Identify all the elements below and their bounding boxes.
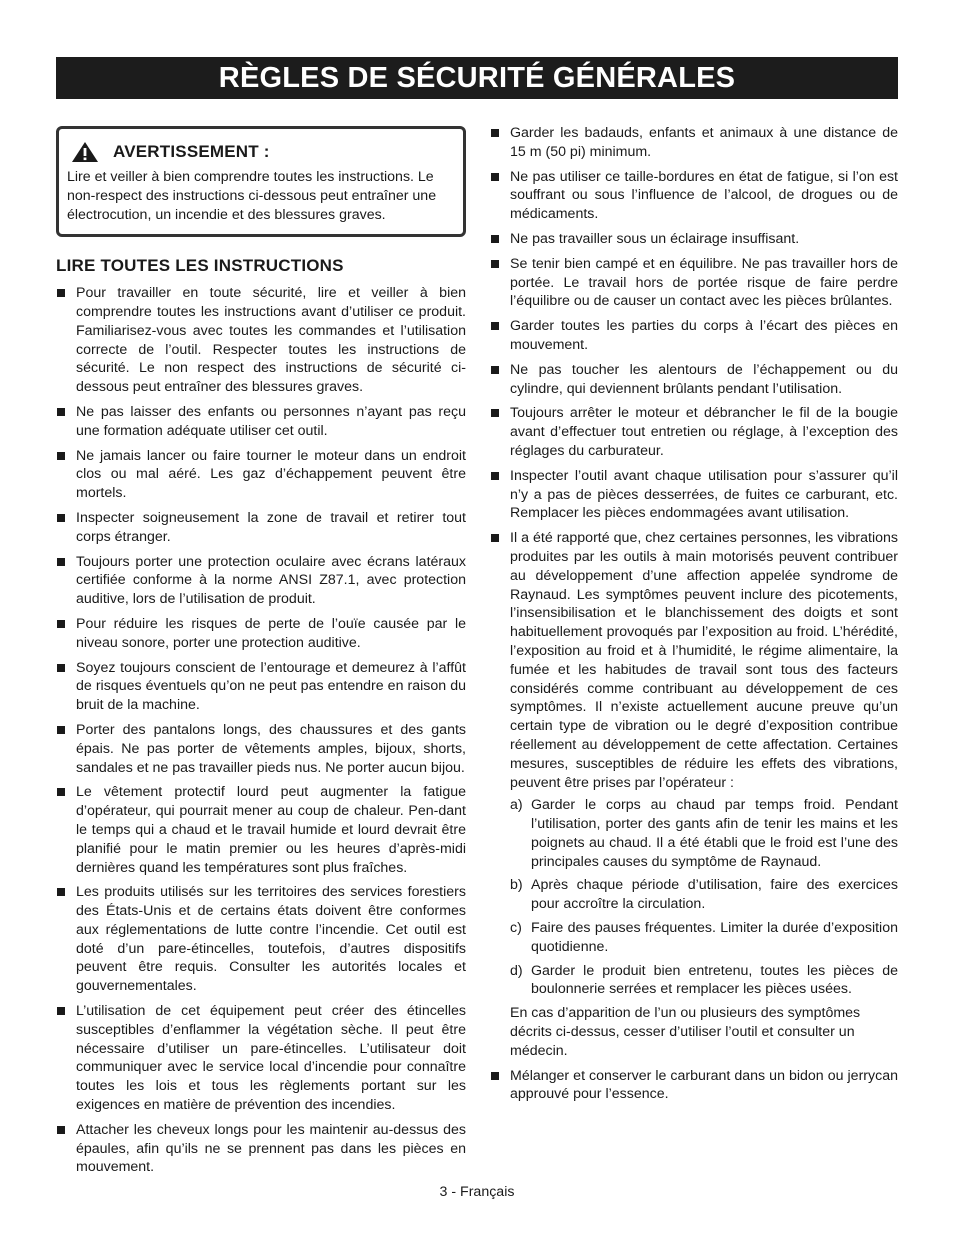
list-item: L’utilisation de cet équipement peut créer des étincelles susceptibles d’enflammer la végétation sèche. Il peut être nécessaire d’utiliser un pare-étincelles. L’utilisateur doit communiquer avec le service local d’incendie pour connaître toutes les lois et tous les règlements portant sur les exigences en matière de prévention des incendies. (56, 1002, 466, 1115)
sub-item-letter: d) (510, 962, 523, 979)
section-heading: LIRE TOUTES LES INSTRUCTIONS (56, 256, 344, 276)
sub-item (510, 919, 898, 957)
warning-title: AVERTISSEMENT : (113, 141, 270, 161)
list-item: Ne pas toucher les alentours de l’échappement ou du cylindre, qui deviennent brûlants pendant l’utilisation. (490, 361, 898, 399)
sub-item-letter: c) (510, 920, 522, 937)
warning-text: Lire et veiller à bien comprendre toutes les instructions. Le non-respect des instructions ci-dessous peut entraîner une électrocution, un incendie et des blessures graves. (67, 169, 437, 223)
list-item: Inspecter l’outil avant chaque utilisation pour s’assurer qu’il n’y a pas de pièces desserrées, de fuites ce carburant, etc. Remplacer les pièces endommagées avant utilisation. (490, 467, 898, 523)
list-item: Toujours porter une protection oculaire avec écrans latéraux certifiée conforme à la norme ANSI Z87.1, avec protection auditive, lors de l’utilisation de produit. (56, 553, 466, 609)
list-item: Se tenir bien campé et en équilibre. Ne pas travailler hors de portée. Le travail hors de portée risque de faire perdre l’équilibre ou de causer un contact avec les pièces brûlantes. (490, 255, 898, 311)
warning-box (56, 126, 466, 237)
raynaud-note: En cas d’apparition de l’un ou plusieurs des symptômes décrits ci-dessus, cesser d’utiliser l’outil et consulter un médecin. (510, 1005, 861, 1059)
sub-item-letter: a) (510, 797, 523, 814)
list-item: Porter des pantalons longs, des chaussures et des gants épais. Ne pas porter de vêtements amples, bijoux, shorts, sandales et ne pas travailler pieds nus. Ne porter aucun bijou. (56, 721, 466, 777)
right-column (490, 124, 898, 1110)
list-item: Garder les badauds, enfants et animaux à une distance de 15 m (50 pi) minimum. (490, 124, 898, 162)
list-item: Soyez toujours conscient de l’entourage et demeurez à l’affût de risques éventuels qu’on ne peut pas entendre en raison du bruit de la machine. (56, 659, 466, 715)
page-footer: 3 - Français (439, 1184, 515, 1200)
left-bullet-list (56, 284, 466, 1177)
sub-item-letter: b) (510, 877, 523, 894)
sub-item-text: Garder le corps au chaud par temps froid. Pendant l’utilisation, porter des gants afin de tenir les mains et les poignets au chaud. Il a été établi que le froid est l’une des principales causes du symptôme de Raynaud. (531, 797, 898, 870)
left-column (56, 126, 466, 1183)
sub-item (510, 796, 898, 871)
list-item: Ne pas utiliser ce taille-bordures en état de fatigue, si l’on est souffrant ou sous l’influence de l’alcool, de drogues ou de médicaments. (490, 168, 898, 224)
list-item: Ne pas laisser des enfants ou personnes n’ayant pas reçu une formation adéquate utiliser cet outil. (56, 403, 466, 441)
sub-item (510, 876, 898, 914)
list-item: Pour réduire les risques de perte de l’ouïe causée par le niveau sonore, porter une protection auditive. (56, 615, 466, 653)
list-item: Ne pas travailler sous un éclairage insuffisant. (490, 230, 898, 249)
list-item: Ne jamais lancer ou faire tourner le moteur dans un endroit clos ou mal aéré. Les gaz d’échappement peuvent être mortels. (56, 447, 466, 503)
list-item: Attacher les cheveux longs pour les maintenir au-dessus des épaules, afin qu’ils ne se prennent pas dans les pièces en mouvement. (56, 1121, 466, 1177)
raynaud-text: Il a été rapporté que, chez certaines personnes, les vibrations produites par les outils à main motorisés peuvent contribuer au développement d’une affection appelée syndrome de Raynaud. Les symptômes peuvent inclure des picotements, l’insensibilisation et le blanchissement des doigts et sont habituellement provoqués par l’exposition au froid. L’hérédité, l’exposition au froid et à l’humidité, le régime alimentaire, la fumée et les habitudes de travail sont tous des facteurs considérés comme contribuant au développement de ces symptômes. Il n’existe actuellement aucune preuve qu’un certain type de vibration ou le degré d’exposition contribue réellement au développement de cette affectation. Certaines mesures, susceptibles de réduire les effets des vibrations, peuvent être prises par l’opérateur : (510, 530, 898, 791)
raynaud-item (490, 529, 898, 1061)
list-item: Le vêtement protectif lourd peut augmenter la fatigue d’opérateur, qui pourrait mener au coup de chaleur. Pen-dant le temps qui a chaud et le travail humide et lourd devrait être planifié pour le matin premier ou les heures d’après-midi dernières quand les températures sont plus fraîches. (56, 783, 466, 877)
list-item: Mélanger et conserver le carburant dans un bidon ou jerrycan approuvé pour l’essence. (490, 1067, 898, 1105)
right-bullet-list (490, 124, 898, 1104)
list-item: Inspecter soigneusement la zone de travail et retirer tout corps étranger. (56, 509, 466, 547)
sub-item (510, 962, 898, 1000)
sub-item-text: Après chaque période d’utilisation, faire des exercices pour accroître la circulation. (531, 877, 898, 913)
warning-triangle-icon (71, 141, 99, 163)
warning-header (67, 141, 453, 163)
sub-item-text: Faire des pauses fréquentes. Limiter la durée d’exposition quotidienne. (531, 920, 898, 955)
page-title: RÈGLES DE SÉCURITÉ GÉNÉRALES (56, 57, 898, 99)
list-item: Les produits utilisés sur les territoires des services forestiers des États-Unis et de certains états doivent être conformes aux réglementations de lutte contre l’incendie. Cet outil est doté d’un pare-étincelles, toutefois, d’autres dispositifs peuvent être requis. Consulter les autorités locales et gouvernementales. (56, 883, 466, 996)
list-item: Garder toutes les parties du corps à l’écart des pièces en mouvement. (490, 317, 898, 355)
list-item: Pour travailler en toute sécurité, lire et veiller à bien comprendre toutes les instructions avant d’utiliser ce produit. Familiarisez-vous avec toutes les commandes et l’utilisation correcte de l’outil. Respecter toutes les instructions de sécurité. Le non respect des instructions de sécurité ci-dessous peut entraîner des blessures graves. (56, 284, 466, 397)
raynaud-sublist (510, 796, 898, 999)
sub-item-text: Garder le produit bien entretenu, toutes les pièces de boulonnerie serrées et remplacer les pièces usées. (531, 962, 898, 998)
list-item: Toujours arrêter le moteur et débrancher le fil de la bougie avant d’effectuer tout entretien ou réglage, à l’exception des réglages du carburateur. (490, 404, 898, 460)
